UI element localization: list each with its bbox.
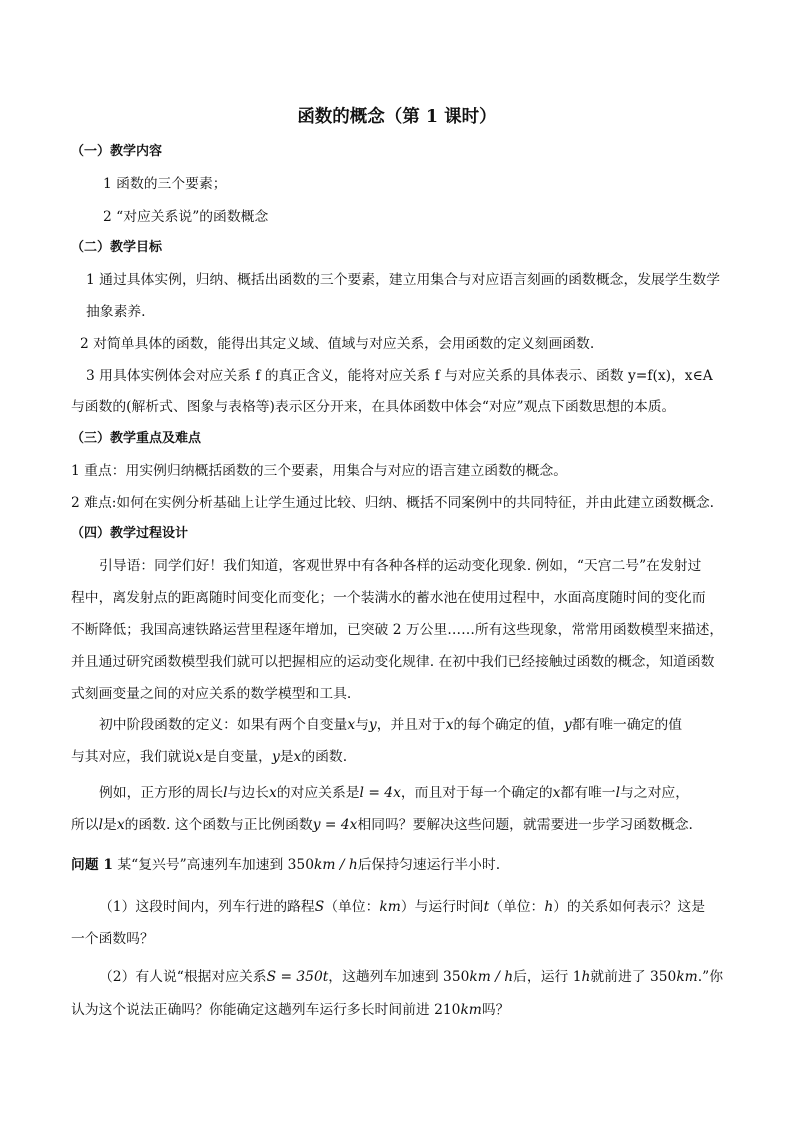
intro-line-1: 引导语：同学们好！我们知道，客观世界中有各种各样的运动变化现象. 例如，“天宫二号”在发射过 — [99, 558, 702, 574]
text-run: ）的关系如何表示？这是 — [553, 899, 705, 915]
example-line-2 — [71, 815, 693, 835]
math-var: y — [368, 717, 377, 733]
section-heading-key-points: （三）教学重点及难点 — [71, 431, 202, 446]
goal-2: 2 对简单具体的函数，能得出其定义域、值域与对应关系，会用函数的定义刻画函数. — [80, 336, 595, 352]
text-run: 认为这个说法正确吗？你能确定这趟列车运行多长时间前进 210 — [71, 1002, 461, 1018]
text-run: 的每个确定的值， — [453, 717, 564, 733]
text-run: 后保持匀速运行半小时. — [357, 857, 501, 873]
math-unit: km — [676, 969, 698, 985]
text-run: （1）这段时间内，列车行进的路程 — [99, 899, 315, 915]
text-run: 就前进了 350 — [590, 969, 677, 985]
section-heading-content: （一）教学内容 — [71, 144, 163, 159]
text-run: 某“复兴号”高速列车加速到 350 — [117, 857, 314, 873]
section-heading-process: （四）教学过程设计 — [71, 526, 189, 541]
example-line-1 — [99, 783, 689, 803]
text-run: 与之对应， — [620, 785, 689, 801]
problem-label: 问题 1 — [71, 857, 113, 873]
text-run: 所以 — [71, 817, 99, 833]
math-var: S — [314, 899, 325, 915]
intro-line-2: 程中，离发射点的距离随时间变化而变化；一个装满水的蓄水池在使用过程中，水面高度随时间的变化而 — [71, 590, 706, 606]
text-run: ）与运行时间 — [400, 899, 484, 915]
text-run: 吗？ — [481, 1002, 510, 1018]
intro-line-5: 式刻画变量之间的对应关系的数学模型和工具. — [71, 686, 352, 702]
text-run: ，这趟列车加速到 350 — [328, 969, 470, 985]
math-var: l — [615, 785, 621, 801]
math-unit: km / h — [313, 857, 358, 873]
math-unit: km / h — [469, 969, 514, 985]
key-point: 1 重点：用实例归纳概括函数的三个要素，用集合与对应的语言建立函数的概念。 — [71, 463, 568, 479]
section-heading-goals: （二）教学目标 — [71, 240, 163, 255]
math-unit: h — [581, 969, 591, 985]
question-1-line-2: 一个函数吗？ — [71, 931, 154, 947]
intro-line-3: 不断降低；我国高速铁路运营里程逐年增加，已突破 2 万公里……所有这些现象，常常用函数模型来描述， — [71, 622, 724, 638]
text-run: 后，运行 1 — [513, 969, 582, 985]
question-2-line-1 — [99, 967, 723, 987]
math-var: y — [563, 717, 572, 733]
goal-3-line-2: 与函数的(解析式、图象与表格等)表示区分开来，在具体函数中体会“对应”观点下函数思想的本质。 — [71, 399, 676, 415]
text-run: .”你 — [697, 969, 724, 985]
content-item-2: 2 “对应关系说”的函数概念 — [103, 209, 269, 225]
math-expression: y = 4x — [312, 817, 358, 833]
text-run: ，而且对于每一个确定的 — [400, 785, 553, 801]
definition-line-1 — [99, 715, 682, 735]
math-unit: km — [379, 899, 401, 915]
text-run: 的对应关系是 — [276, 785, 360, 801]
goal-3-line-1: 3 用具体实例体会对应关系 f 的真正含义，能将对应关系 f 与对应关系的具体表示、函数 y=f(x)，x∈A — [86, 368, 713, 384]
question-2-line-2 — [71, 1000, 509, 1020]
text-run: 是自变量， — [202, 749, 272, 765]
intro-line-4: 并且通过研究函数模型我们就可以把握相应的运动变化规律. 在初中我们已经接触过函数的概念，知道函数 — [71, 654, 715, 670]
goal-1-line-2: 抽象素养. — [86, 304, 146, 320]
text-run: 是 — [279, 749, 294, 765]
text-run: （2）有人说“根据对应关系 — [99, 969, 267, 985]
text-run: （单位： — [489, 899, 545, 915]
text-run: 的函数. — [301, 749, 348, 765]
text-run: 都有唯一确定的值 — [571, 717, 683, 733]
page-title: 函数的概念（第 1 课时） — [297, 107, 497, 127]
math-unit: h — [544, 899, 554, 915]
text-run: （单位： — [324, 899, 380, 915]
text-run: 是 — [103, 817, 117, 833]
math-var: l — [98, 817, 104, 833]
text-run: 与其对应，我们就说 — [71, 749, 196, 765]
math-expression: S = 350t — [266, 969, 329, 985]
text-run: 初中阶段函数的定义：如果有两个自变量 — [99, 717, 348, 733]
math-var: x — [347, 717, 356, 733]
text-run: 例如，正方形的周长 — [99, 785, 224, 801]
math-var: x — [445, 717, 454, 733]
math-var: l — [223, 785, 228, 801]
text-run: ，并且对于 — [376, 717, 446, 733]
difficult-point: 2 难点:如何在实例分析基础上让学生通过比较、归纳、概括不同案例中的共同特征，并由此建立函数概念. — [71, 495, 715, 511]
math-expression: l = 4x — [359, 785, 401, 801]
question-1-line-1 — [99, 897, 705, 917]
text-run: 都有唯一 — [560, 785, 616, 801]
math-var: t — [483, 899, 490, 915]
definition-line-2 — [71, 747, 347, 767]
text-run: 相同吗？要解决这些问题，就需要进一步学习函数概念. — [357, 817, 693, 833]
math-var: x — [268, 785, 277, 801]
math-var: x — [552, 785, 561, 801]
goal-1-line-1: 1 通过具体实例，归纳、概括出函数的三个要素，建立用集合与对应语言刻画的函数概念，发展学生数学 — [86, 272, 721, 288]
content-item-1: 1 函数的三个要素； — [103, 176, 227, 192]
problem-1-statement — [71, 855, 500, 875]
math-var: x — [116, 817, 125, 833]
text-run: 与边长 — [227, 785, 269, 801]
math-unit: km — [460, 1002, 482, 1018]
text-run: 的函数. 这个函数与正比例函数 — [124, 817, 313, 833]
math-var: y — [271, 749, 280, 765]
math-var: x — [195, 749, 203, 765]
text-run: 与 — [355, 717, 369, 733]
math-var: x — [293, 749, 302, 765]
